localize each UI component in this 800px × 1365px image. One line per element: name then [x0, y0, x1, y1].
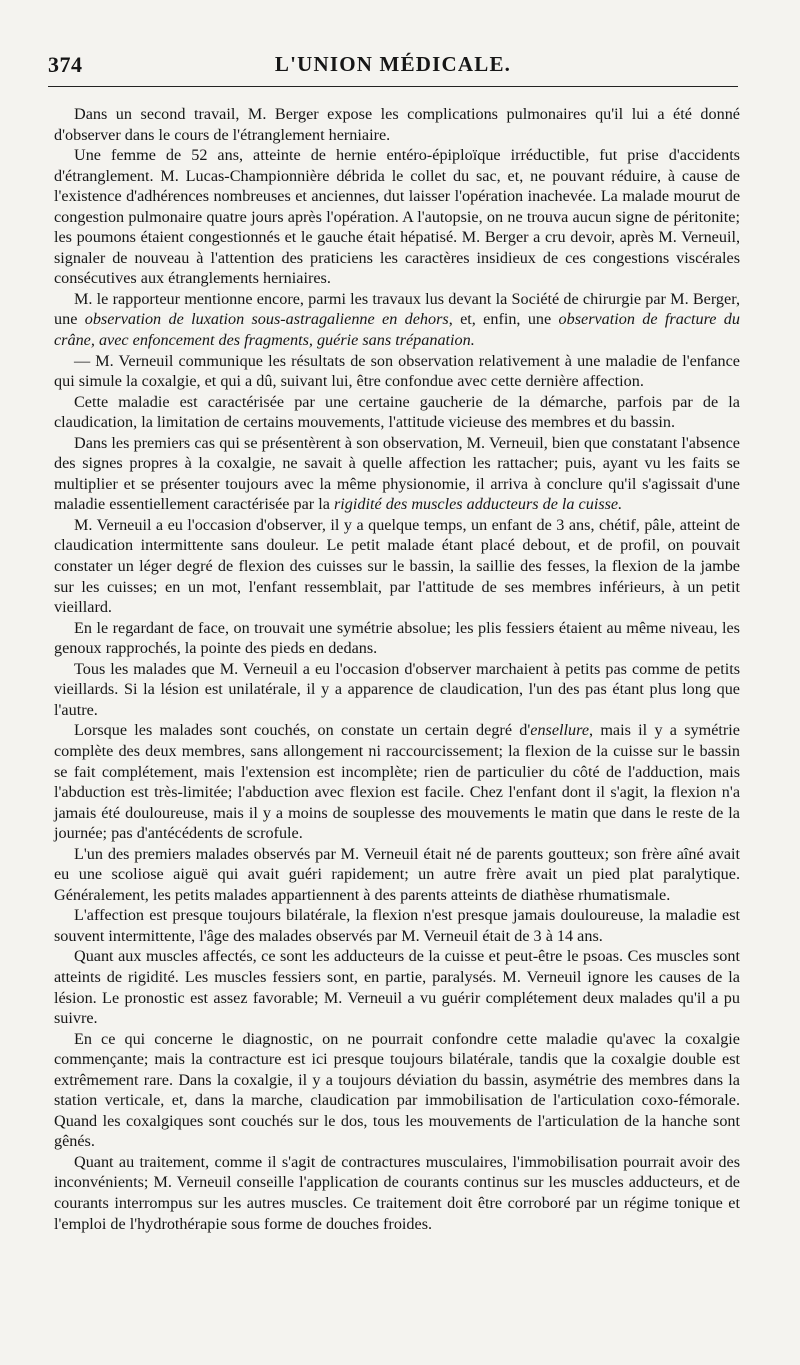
paragraph: [54, 104, 740, 145]
paragraph: [54, 351, 740, 392]
text-run: Cette maladie est caractérisée par une certaine gaucherie de la démarche, parfois par de la claudication, la limitation de certains mouvements, l'attitude vicieuse des membres et du bassin.: [54, 392, 740, 432]
paragraph: [54, 433, 740, 515]
text-run: L'un des premiers malades observés par M. Verneuil était né de parents goutteux; son frère aîné avait eu une scoliose aiguë qui avait guéri rapidement; un autre frère avait un pied plat paralytique. Généralement, les petits malades appartiennent à des parents atteints de diathèse rhumatismale.: [54, 844, 740, 904]
paragraph: [54, 618, 740, 659]
text-run: , et, enfin, une: [448, 310, 559, 329]
text-run: M. le rapporteur mentionne encore, parmi les travaux lus devant la Société de chirurgie par M. Berger, une: [54, 289, 740, 329]
paragraph: [54, 515, 740, 618]
text-run: En ce qui concerne le diagnostic, on ne pourrait confondre cette maladie qu'avec la coxalgie commençante; mais la contracture est ici presque toujours bilatérale, tandis que la coxalgie double est extrêmement rare. Dans la coxalgie, il y a toujours déviation du bassin, asymétrie des membres dans la station verticale, et, dans la marche, claudication par immobilisation de l'articulation coxo-fémorale. Quand les coxalgiques sont couchés sur le dos, tous les mouvements de l'articulation de la hanche sont gênés.: [54, 1029, 740, 1151]
text-run: Dans un second travail, M. Berger expose les complications pulmonaires qu'il lui a été donné d'observer dans le cours de l'étranglement herniaire.: [54, 105, 740, 144]
italic-text: ensellure: [530, 721, 590, 740]
paragraph: [54, 1029, 740, 1152]
journal-title: L'UNION MÉDICALE.: [274, 52, 512, 76]
page-header: [48, 52, 738, 86]
paragraph: [54, 289, 740, 351]
text-run: En le regardant de face, on trouvait une symétrie absolue; les plis fessiers étaient au même niveau, les genoux rapprochés, la pointe des pieds en dedans.: [54, 618, 740, 658]
text-run: Une femme de 52 ans, atteinte de hernie entéro-épiploïque irréductible, fut prise d'accidents d'étranglement. M. Lucas-Championnière débrida le collet du sac, et, ne pouvant réduire, à cause de l'existence d'adhérences nombreuses et anciennes, dut laisser l'opération inachevée. La malade mourut de congestion pulmonaire quatre jours après l'opération. A l'autopsie, on ne trouva aucun signe de péritonite; les poumons étaient congestionnés et le gauche était hépatisé. M. Berger a cru devoir, après M. Verneuil, signaler de nouveau à l'attention des praticiens les caractères insidieux de ces congestions viscérales consécutives aux étranglements herniaires.: [54, 146, 740, 288]
text-run: — M. Verneuil communique les résultats de son observation relativement à une maladie de l'enfance qui simule la coxalgie, et qui a dû, suivant lui, être confondue avec cette dernière affection.: [54, 351, 740, 391]
text-run: Quant au traitement, comme il s'agit de contractures musculaires, l'immobilisation pourrait avoir des inconvénients; M. Verneuil conseille l'application de courants continus sur les muscles adducteurs, et de courants interrompus sur les autres muscles. Ce traitement doit être corroboré par un régime tonique et l'emploi de l'hydrothérapie sous forme de douches froides.: [54, 1152, 740, 1233]
text-run: M. Verneuil a eu l'occasion d'observer, il y a quelque temps, un enfant de 3 ans, chétif, pâle, atteint de claudication intermittente sans douleur. Le petit malade étant placé debout, et de profil, on pouvait constater un léger degré de flexion des cuisses sur le bassin, la saillie des fesses, la flexion de la jambe sur les cuisses; en un mot, l'enfant ressemblait, par l'attitude de ses membres inférieurs, à un petit vieillard.: [54, 515, 740, 617]
text-run: , mais il y a symétrie complète des deux membres, sans allongement ni raccourcissement; la flexion de la cuisse sur le bassin se fait complétement, mais l'extension est incomplète; rien de particulier du côté de l'adduction, mais l'abduction est très-limitée; l'abduction avec flexion est facile. Chez l'enfant dont il s'agit, la flexion n'a jamais été douloureuse, mais il y a moins de souplesse des mouvements le matin que dans le reste de la journée; pas d'antécédents de scrofule.: [54, 721, 740, 843]
paragraph: [54, 905, 740, 946]
text-run: Quant aux muscles affectés, ce sont les adducteurs de la cuisse et peut-être le psoas. Ces muscles sont atteints de rigidité. Les muscles fessiers sont, en partie, paralysés. M. Verneuil ignore les causes de la lésion. Le pronostic est assez favorable; M. Verneuil a vu guérir complétement deux malades qu'il a pu suivre.: [54, 947, 740, 1028]
paragraph: [54, 844, 740, 906]
text-run: Tous les malades que M. Verneuil a eu l'occasion d'observer marchaient à petits pas comme de petits vieillards. Si la lésion est unilatérale, il y a apparence de claudication, l'un des pas étant plus long que l'autre.: [54, 659, 740, 719]
paragraph: [54, 145, 740, 289]
text-run: Lorsque les malades sont couchés, on constate un certain degré d': [74, 721, 531, 740]
italic-text: observation de fracture du crâne, avec enfoncement des fragments, guérie sans trépanation.: [54, 310, 740, 350]
text-run: L'affection est presque toujours bilatérale, la flexion n'est presque jamais douloureuse, la maladie est souvent intermittente, l'âge des malades observés par M. Verneuil était de 3 à 14 ans.: [54, 906, 740, 945]
italic-text: observation de luxation sous-astragalienne en dehors: [84, 310, 449, 329]
page-number: 374: [48, 52, 83, 77]
paragraph: [54, 392, 740, 433]
header-rule: [48, 86, 738, 87]
text-run: Dans les premiers cas qui se présentèrent à son observation, M. Verneuil, bien que constatant l'absence des signes propres à la coxalgie, ne savait à quelle affection les rattacher; puis, ayant vu les faits se multiplier et se présenter toujours avec la même physionomie, il arriva à conclure qu'il s'agissait d'une maladie essentiellement caractérisée par la: [54, 433, 740, 514]
article-body: [54, 104, 740, 1234]
paragraph: [54, 720, 740, 843]
italic-text: rigidité des muscles adducteurs de la cuisse.: [333, 495, 623, 514]
paragraph: [54, 1152, 740, 1234]
paragraph: [54, 659, 740, 721]
paragraph: [54, 946, 740, 1028]
